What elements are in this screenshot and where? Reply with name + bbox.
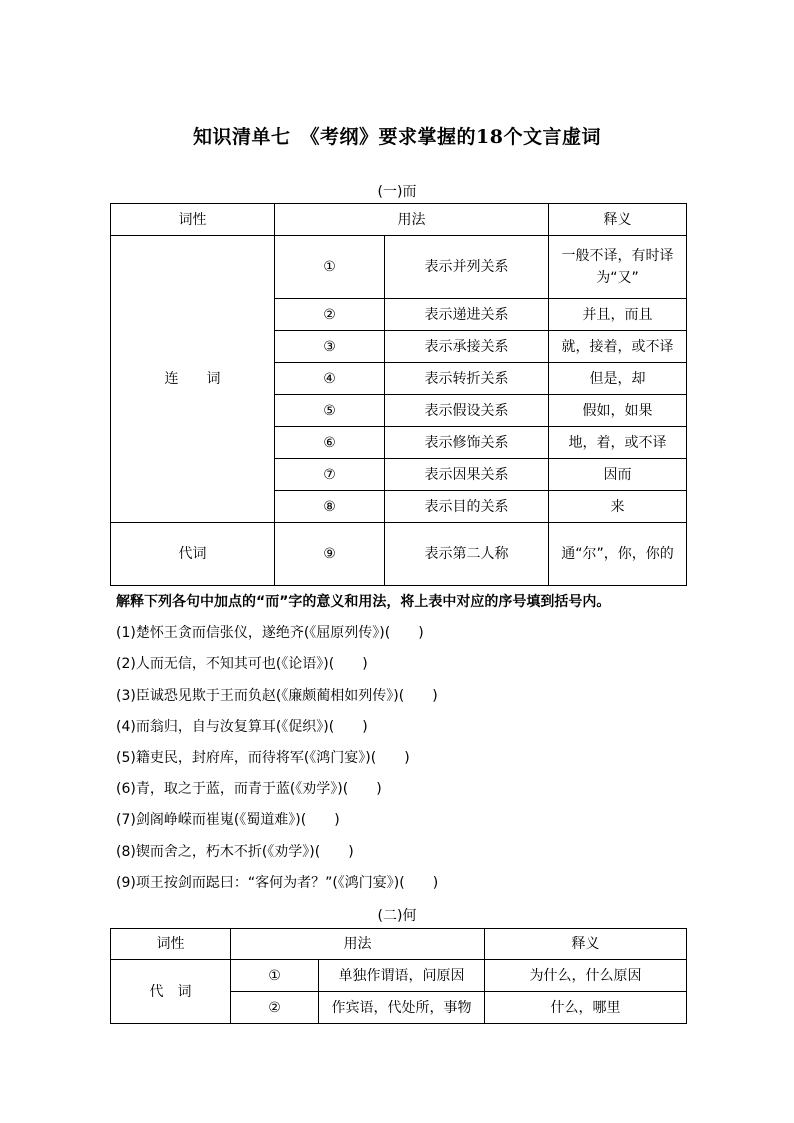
table-row — [111, 523, 687, 586]
meaning-cell: 假如，如果 — [549, 395, 687, 427]
num-cell: ② — [275, 299, 385, 331]
num-cell: ① — [231, 960, 319, 992]
num-cell: ④ — [275, 363, 385, 395]
meaning-cell: 就，接着，或不译 — [549, 331, 687, 363]
header-cell: 词性 — [111, 204, 275, 236]
meaning-cell: 来 — [549, 491, 687, 523]
meaning-cell: 通“尔”，你，你的 — [549, 523, 687, 586]
pos-cell: 代词 — [111, 523, 275, 586]
he-usage-table — [110, 928, 687, 1024]
usage-cell: 表示第二人称 — [385, 523, 549, 586]
num-cell: ⑥ — [275, 427, 385, 459]
usage-cell: 表示承接关系 — [385, 331, 549, 363]
usage-cell: 单独作谓语，问原因 — [319, 960, 485, 992]
exercise-item: (6)青，取之于蓝，而青于蓝(《劝学》)( ) — [116, 781, 382, 798]
header-cell: 用法 — [231, 929, 485, 960]
usage-cell: 表示修饰关系 — [385, 427, 549, 459]
exercise-item: (1)楚怀王贪而信张仪，遂绝齐(《屈原列传》)( ) — [116, 625, 424, 642]
exercise-item: (9)项王按剑而跽曰：“客何为者？”(《鸿门宴》)( ) — [116, 874, 439, 891]
meaning-cell: 什么，哪里 — [485, 992, 687, 1024]
num-cell: ③ — [275, 331, 385, 363]
exercise-item: (5)籍吏民，封府库，而待将军(《鸿门宴》)( ) — [116, 749, 410, 766]
num-cell: ② — [231, 992, 319, 1024]
meaning-cell: 并且，而且 — [549, 299, 687, 331]
num-cell: ⑧ — [275, 491, 385, 523]
meaning-cell: 一般不译，有时译为“又” — [549, 236, 687, 299]
usage-cell: 表示转折关系 — [385, 363, 549, 395]
usage-cell: 表示因果关系 — [385, 459, 549, 491]
exercise-item: (4)而翁归，自与汝复算耳(《促织》)( ) — [116, 718, 368, 735]
usage-cell: 表示并列关系 — [385, 236, 549, 299]
usage-cell: 作宾语，代处所，事物 — [319, 992, 485, 1024]
table-header-row — [111, 929, 687, 960]
header-cell: 词性 — [111, 929, 231, 960]
table-header-row — [111, 204, 687, 236]
er-usage-table — [110, 203, 687, 586]
meaning-cell: 为什么，什么原因 — [485, 960, 687, 992]
meaning-cell: 因而 — [549, 459, 687, 491]
page-title: 知识清单七 《考纲》要求掌握的18个文言虚词 — [193, 126, 601, 148]
section-heading-he: (二)何 — [377, 908, 417, 924]
usage-cell: 表示递进关系 — [385, 299, 549, 331]
meaning-cell: 但是，却 — [549, 363, 687, 395]
num-cell: ⑤ — [275, 395, 385, 427]
usage-cell: 表示目的关系 — [385, 491, 549, 523]
exercise-list — [116, 587, 610, 899]
exercise-instruction: 解释下列各句中加点的“而”字的意义和用法，将上表中对应的序号填到括号内。 — [116, 594, 611, 610]
exercise-item: (2)人而无信，不知其可也(《论语》)( ) — [116, 656, 368, 673]
num-cell: ⑨ — [275, 523, 385, 586]
exercise-item: (3)臣诚恐见欺于王而负赵(《廉颇蔺相如列传》)( ) — [116, 687, 438, 704]
header-cell: 用法 — [275, 204, 549, 236]
table-row — [111, 960, 687, 992]
header-cell: 释义 — [549, 204, 687, 236]
exercise-item: (8)锲而舍之，朽木不折(《劝学》)( ) — [116, 843, 354, 860]
pos-cell: 代 词 — [111, 960, 231, 1024]
section-heading-er: (一)而 — [377, 184, 417, 200]
header-cell: 释义 — [485, 929, 687, 960]
pos-cell: 连 词 — [111, 236, 275, 523]
num-cell: ① — [275, 236, 385, 299]
exercise-item: (7)剑阁峥嵘而崔嵬(《蜀道难》)( ) — [116, 812, 340, 829]
meaning-cell: 地，着，或不译 — [549, 427, 687, 459]
table-row — [111, 236, 687, 299]
usage-cell: 表示假设关系 — [385, 395, 549, 427]
num-cell: ⑦ — [275, 459, 385, 491]
